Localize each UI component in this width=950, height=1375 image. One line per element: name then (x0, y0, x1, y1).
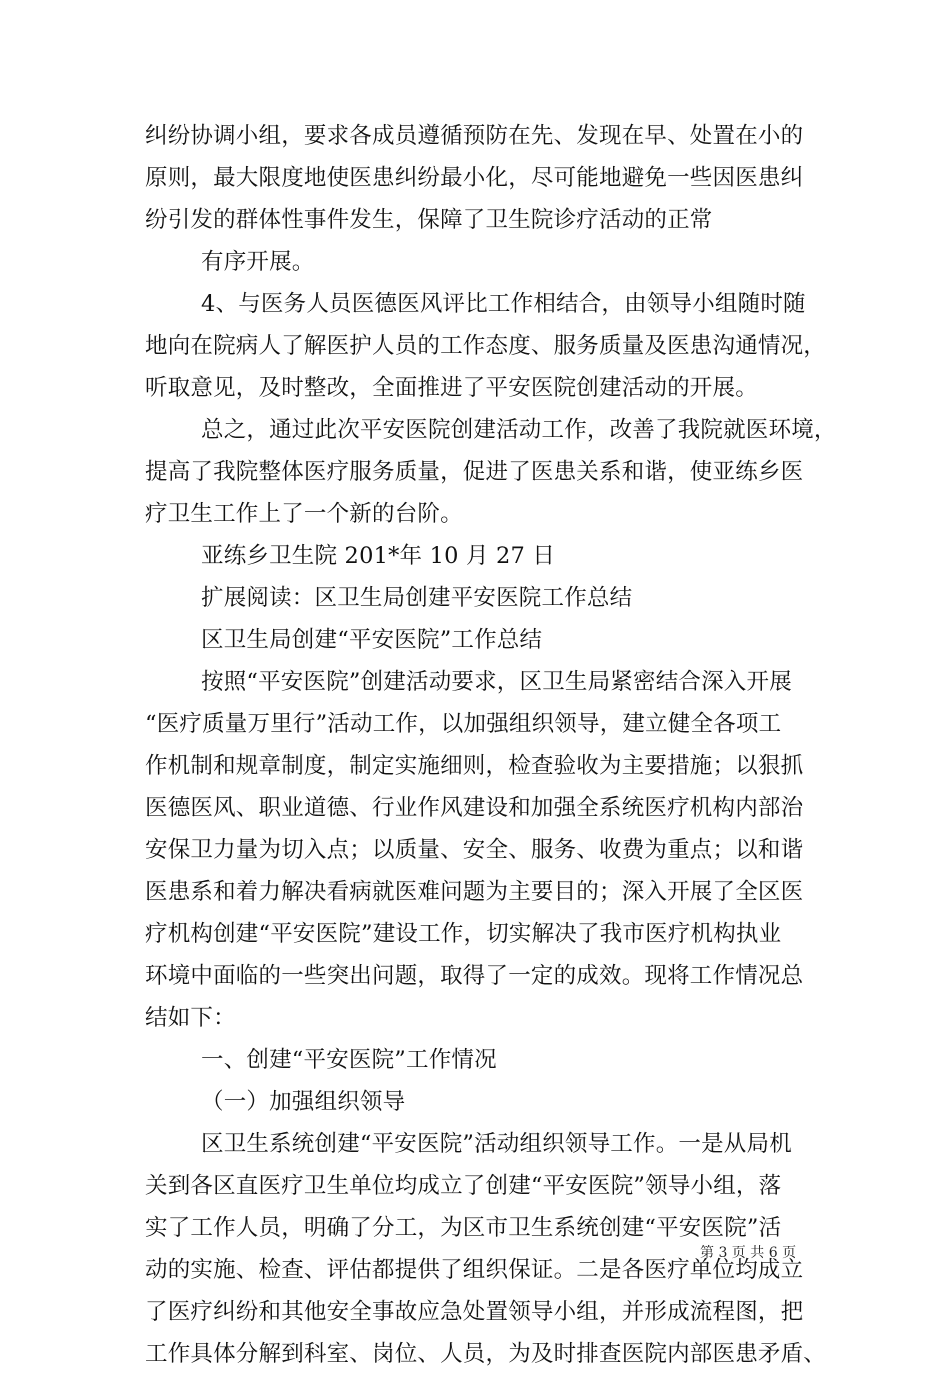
text-line: 环境中面临的一些突出问题，取得了一定的成效。现将工作情况总 (145, 963, 804, 989)
text-line: 纠纷协调小组，要求各成员遵循预防在先、发现在早、处置在小的 (145, 123, 804, 149)
text-line: “医疗质量万里行”活动工作，以加强组织领导，建立健全各项工 (145, 711, 782, 737)
text-line: 疗机构创建“平安医院”建设工作，切实解决了我市医疗机构执业 (145, 921, 782, 947)
text-line: 原则，最大限度地使医患纠纷最小化，尽可能地避免一些因医患纠 (145, 165, 804, 191)
text-line: 医患系和着力解决看病就医难问题为主要目的；深入开展了全区医 (145, 879, 804, 905)
text-line: 听取意见，及时整改，全面推进了平安医院创建活动的开展。 (145, 375, 758, 401)
page-number: 第 3 页 共 6 页 (700, 1245, 797, 1261)
text-line: 有序开展。 (201, 249, 315, 275)
section-title: 区卫生局创建“平安医院”工作总结 (201, 627, 543, 653)
text-line: 按照“平安医院”创建活动要求，区卫生局紧密结合深入开展 (201, 669, 792, 695)
text-line: 结如下： (145, 1005, 236, 1031)
text-line: 4、与医务人员医德医风评比工作相结合，由领导小组随时随 (201, 291, 806, 317)
text-line: 纷引发的群体性事件发生，保障了卫生院诊疗活动的正常 (145, 207, 713, 233)
text-line: 提高了我院整体医疗服务质量，促进了医患关系和谐，使亚练乡医 (145, 459, 804, 485)
document-body (145, 115, 837, 1375)
heading-line: 一、创建“平安医院”工作情况 (201, 1047, 497, 1073)
text-line: 总之，通过此次平安医院创建活动工作，改善了我院就医环境， (201, 417, 837, 443)
text-line: 关到各区直医疗卫生单位均成立了创建“平安医院”领导小组，落 (145, 1173, 782, 1199)
text-line: 动的实施、检查、评估都提供了组织保证。二是各医疗单位均成立 (145, 1257, 804, 1283)
text-line: 作机制和规章制度，制定实施细则，检查验收为主要措施；以狠抓 (145, 753, 804, 779)
text-line: 安保卫力量为切入点；以质量、安全、服务、收费为重点；以和谐 (145, 837, 804, 863)
text-line: 区卫生系统创建“平安医院”活动组织领导工作。一是从局机 (201, 1131, 792, 1157)
text-line: 工作具体分解到科室、岗位、人员，为及时排查医院内部医患矛盾、 (145, 1341, 827, 1367)
extended-reading-line: 扩展阅读：区卫生局创建平安医院工作总结 (201, 585, 633, 611)
text-line: 了医疗纠纷和其他安全事故应急处置领导小组，并形成流程图，把 (145, 1299, 804, 1325)
text-line: 疗卫生工作上了一个新的台阶。 (145, 501, 463, 527)
text-line: 医德医风、职业道德、行业作风建设和加强全系统医疗机构内部治 (145, 795, 804, 821)
text-line: 实了工作人员，明确了分工，为区市卫生系统创建“平安医院”活 (145, 1215, 782, 1241)
subheading-line: （一）加强组织领导 (201, 1089, 406, 1115)
text-line: 地向在院病人了解医护人员的工作态度、服务质量及医患沟通情况， (145, 333, 827, 359)
signature-date-line: 亚练乡卫生院 201*年 10 月 27 日 (201, 543, 556, 569)
